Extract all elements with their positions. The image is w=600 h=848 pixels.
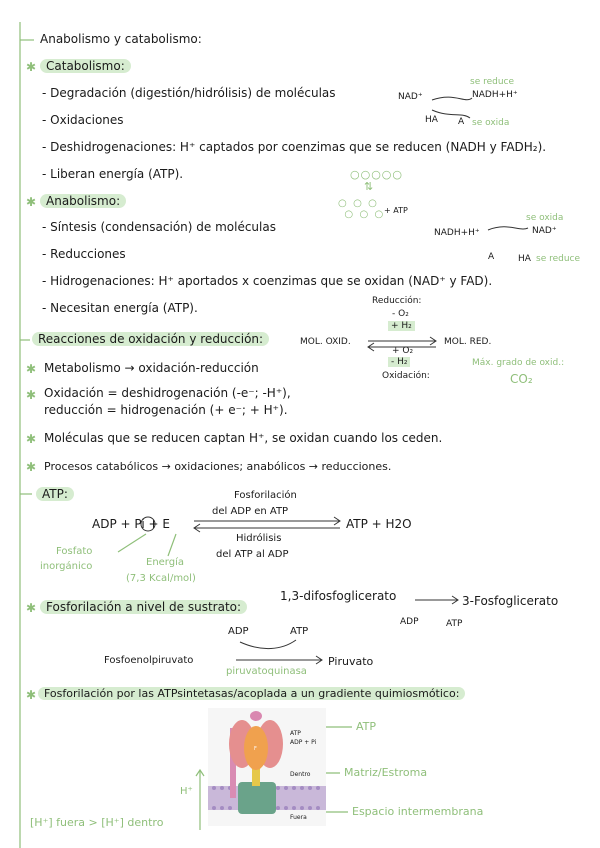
adp-label: ADP: [228, 626, 249, 637]
star-icon: ✱: [26, 195, 37, 209]
plus-h2: + H₂: [388, 321, 415, 331]
redox-bullet: Moléculas que se reducen captan H⁺, se oxidan cuando los ceden.: [44, 431, 443, 445]
rx-a: A: [458, 117, 465, 127]
piruvato-label: Piruvato: [328, 655, 374, 668]
anabolismo-item: - Síntesis (condensación) de moléculas: [42, 220, 276, 234]
anabolismo-item: - Reducciones: [42, 247, 126, 261]
star-icon: ✱: [26, 432, 37, 446]
molecule-dots-icon: ○○○○○: [350, 168, 403, 181]
mol-red: MOL. RED.: [444, 337, 492, 347]
star-icon: ✱: [26, 601, 37, 615]
catabolismo-title: Catabolismo:: [40, 59, 131, 73]
fosfoglicerato: 3-Fosfoglicerato: [462, 594, 559, 608]
gradiente-label: [H⁺] fuera > [H⁺] dentro: [30, 816, 164, 829]
molecule-dots-icon: ○ ○ ○ ○ ○ ○: [338, 198, 384, 220]
svg-text:F: F: [254, 746, 257, 752]
rx-label-oxida: se oxida: [472, 118, 510, 128]
atp-synthase-drawing: [208, 708, 326, 826]
energia-value: (7,3 Kcal/mol): [126, 573, 196, 584]
enzima-label: piruvatoquinasa: [226, 666, 307, 677]
section-title-anabolismo-catabolismo: Anabolismo y catabolismo:: [40, 32, 202, 46]
atp-pointer-label: ATP: [356, 720, 377, 733]
redox-bullet: reducción = hidrogenación (+ e⁻; + H⁺).: [44, 403, 288, 417]
star-icon: ✱: [26, 460, 37, 474]
rx-nadh: NADH+H⁺: [434, 228, 480, 238]
minus-o2: - O₂: [392, 309, 409, 319]
atp-title: ATP:: [36, 487, 74, 501]
atp-synthase-figure: [208, 708, 326, 826]
catabolismo-item: - Degradación (digestión/hidrólisis) de moléculas: [42, 86, 336, 100]
reduccion-label: Reducción:: [372, 296, 422, 306]
atp-label: ATP: [446, 619, 463, 629]
mol-oxid: MOL. OXID.: [300, 337, 351, 347]
anabolismo-item: - Necesitan energía (ATP).: [42, 301, 198, 315]
del-adp-label: del ADP en ATP: [212, 506, 289, 517]
del-atp-label: del ATP al ADP: [216, 549, 289, 560]
fig-atp-label: ATP: [290, 730, 301, 737]
hidrolisis-label: Hidrólisis: [236, 533, 282, 544]
fosfato-label: Fosfato: [56, 546, 93, 557]
difosfoglicerato: 1,3-difosfoglicerato: [280, 589, 397, 603]
redox-bullet: Oxidación = deshidrogenación (-e⁻; -H⁺),: [44, 386, 291, 400]
fosforilacion-label: Fosforilación: [234, 490, 297, 501]
atp-label: ATP: [290, 626, 309, 637]
rx-label-reduce: se reduce: [470, 77, 515, 87]
sustrato-title: Fosforilación a nivel de sustrato:: [40, 600, 247, 614]
atp-eq-right: ATP + H2O: [346, 517, 412, 531]
rx-ha: HA: [518, 254, 531, 264]
co2-label: CO₂: [510, 372, 533, 386]
rx-label-oxida: se oxida: [526, 213, 564, 223]
rx-ha: HA: [425, 115, 438, 125]
matriz-label: Matriz/Estroma: [344, 766, 428, 779]
anabolismo-title: Anabolismo:: [40, 194, 126, 208]
redox-title: Reacciones de oxidación y reducción:: [32, 332, 269, 346]
rx-nadh: NADH+H⁺: [472, 90, 518, 100]
energia-label: Energía: [146, 557, 184, 568]
minus-h2: - H₂: [388, 357, 410, 367]
catabolismo-item: - Oxidaciones: [42, 113, 124, 127]
rx-nad: NAD⁺: [532, 226, 557, 236]
fig-adp-label: ADP + Pi: [290, 739, 317, 746]
double-arrow-icon: ⇅: [364, 180, 374, 193]
fig-fuera-label: Fuera: [290, 814, 307, 821]
star-icon: ✱: [26, 388, 37, 402]
star-icon: ✱: [26, 362, 37, 376]
hplus-label: H⁺: [180, 786, 193, 797]
quimio-title: Fosforilación por las ATPsintetasas/acoplada a un gradiente quimiosmótico:: [38, 687, 465, 700]
rx-a: A: [488, 252, 495, 262]
rx-nad: NAD⁺: [398, 92, 423, 102]
anabolismo-item: - Hidrogenaciones: H⁺ aportados x coenzimas que se oxidan (NAD⁺ y FAD).: [42, 274, 493, 288]
max-grado-label: Máx. grado de oxid.:: [472, 358, 565, 368]
redox-bullet: Procesos catabólicos → oxidaciones; anabólicos → reducciones.: [44, 460, 392, 473]
rx-label-reduce: se reduce: [536, 254, 581, 264]
catabolismo-item: - Liberan energía (ATP).: [42, 167, 184, 181]
espacio-label: Espacio intermembrana: [352, 805, 484, 818]
catabolismo-item: - Deshidrogenaciones: H⁺ captados por coenzimas que se reducen (NADH y FADH₂).: [42, 140, 547, 154]
fig-dentro-label: Dentro: [290, 771, 311, 778]
atp-eq-left: ADP + Pi + E: [92, 517, 170, 531]
inorganico-label: inorgánico: [40, 561, 93, 572]
star-icon: ✱: [26, 688, 37, 702]
pep-label: Fosfoenolpiruvato: [104, 655, 194, 666]
plus-o2: + O₂: [392, 346, 414, 356]
redox-bullet: Metabolismo → oxidación-reducción: [44, 361, 259, 375]
adp-label: ADP: [400, 617, 419, 627]
plus-atp-label: + ATP: [384, 206, 408, 215]
star-icon: ✱: [26, 60, 37, 74]
oxidacion-label: Oxidación:: [382, 371, 430, 381]
